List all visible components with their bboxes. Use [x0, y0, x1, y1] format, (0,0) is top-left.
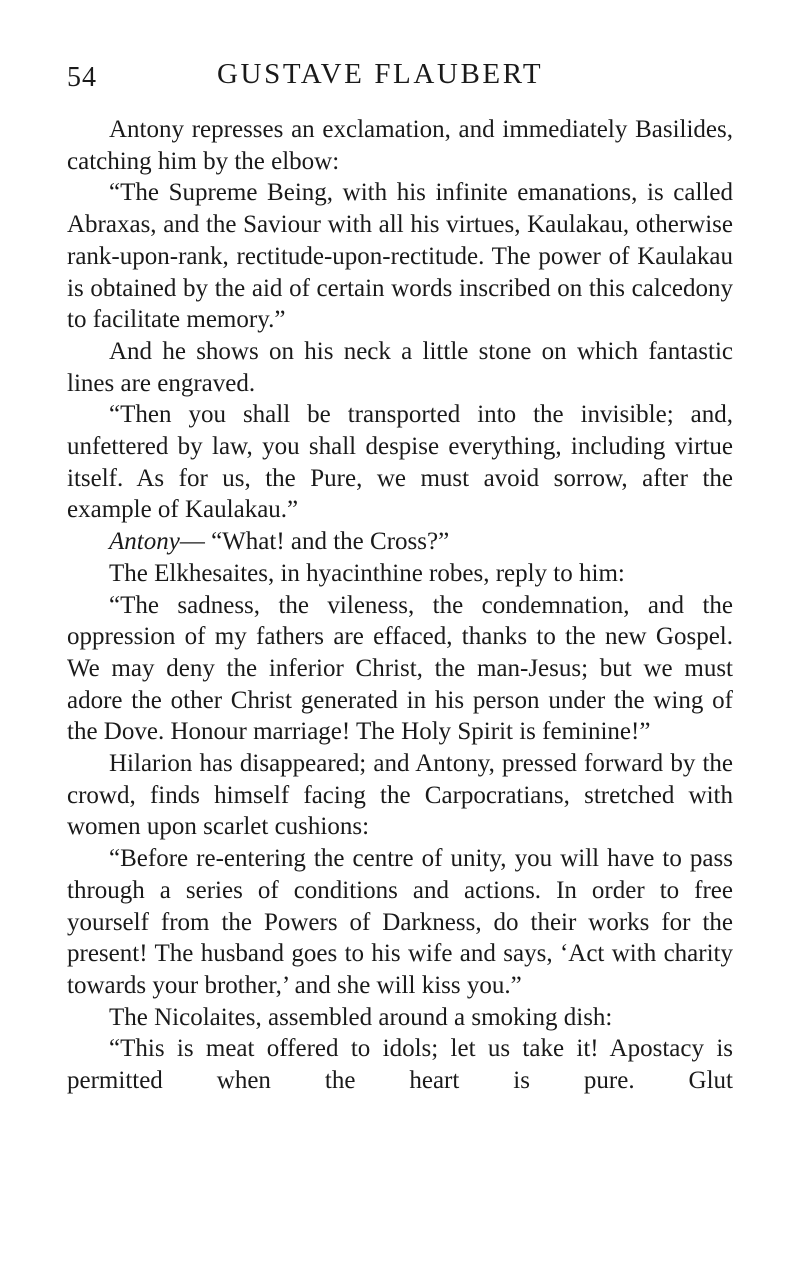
body-text — [67, 114, 733, 1097]
paragraph: “The sadness, the vileness, the condemnation, and the oppression of my fathers are effaced, thanks to the new Gospel. We may deny the inferior Christ, the man-Jesus; but we must adore the other Christ generated in his person under the wing of the Dove. Honour marriage! The Holy Spirit is feminine!” — [67, 591, 733, 746]
dialogue-text: — “What! and the Cross?” — [179, 528, 450, 556]
running-head: GUSTAVE FLAUBERT — [217, 58, 544, 90]
paragraph: “The Supreme Being, with his infinite emanations, is called Abraxas, and the Saviour with all his virtues, Kaulakau, otherwise rank-upon-rank, rectitude-upon-rectitude. The power of Kaulakau is obtained by the aid of certain words inscribed on this calcedony to facilitate memory.” — [67, 179, 733, 334]
page-number: 54 — [67, 62, 97, 93]
paragraph: The Nicolaites, assembled around a smoking dish: — [109, 1003, 613, 1031]
paragraph: “This is meat offered to idols; let us take it! Apostacy is permitted when the heart is pure. Glut — [67, 1035, 733, 1095]
paragraph: And he shows on his neck a little stone on which fantastic lines are engraved. — [67, 337, 733, 397]
book-page — [67, 56, 733, 1097]
paragraph: Hilarion has disappeared; and Antony, pressed forward by the crowd, finds himself facing the Carpocratians, stretched with women upon scarlet cushions: — [67, 750, 733, 841]
paragraph: “Before re-entering the centre of unity, you will have to pass through a series of conditions and actions. In order to free yourself from the Powers of Darkness, do their works for the present! The husband goes to his wife and says, ‘Act with charity towards your brother,’ and she will kiss you.” — [67, 845, 733, 999]
page-header — [67, 56, 733, 100]
paragraph: “Then you shall be transported into the invisible; and, unfettered by law, you shall despise everything, including virtue itself. As for us, the Pure, we must avoid sorrow, after the example of Kaulakau.” — [67, 401, 733, 524]
paragraph: Antony represses an exclamation, and immediately Basilides, catching him by the elbow: — [67, 116, 733, 175]
dialogue-line — [67, 526, 733, 558]
speaker-name: Antony — [109, 528, 180, 556]
paragraph: The Elkhesaites, in hyacinthine robes, reply to him: — [109, 559, 625, 587]
